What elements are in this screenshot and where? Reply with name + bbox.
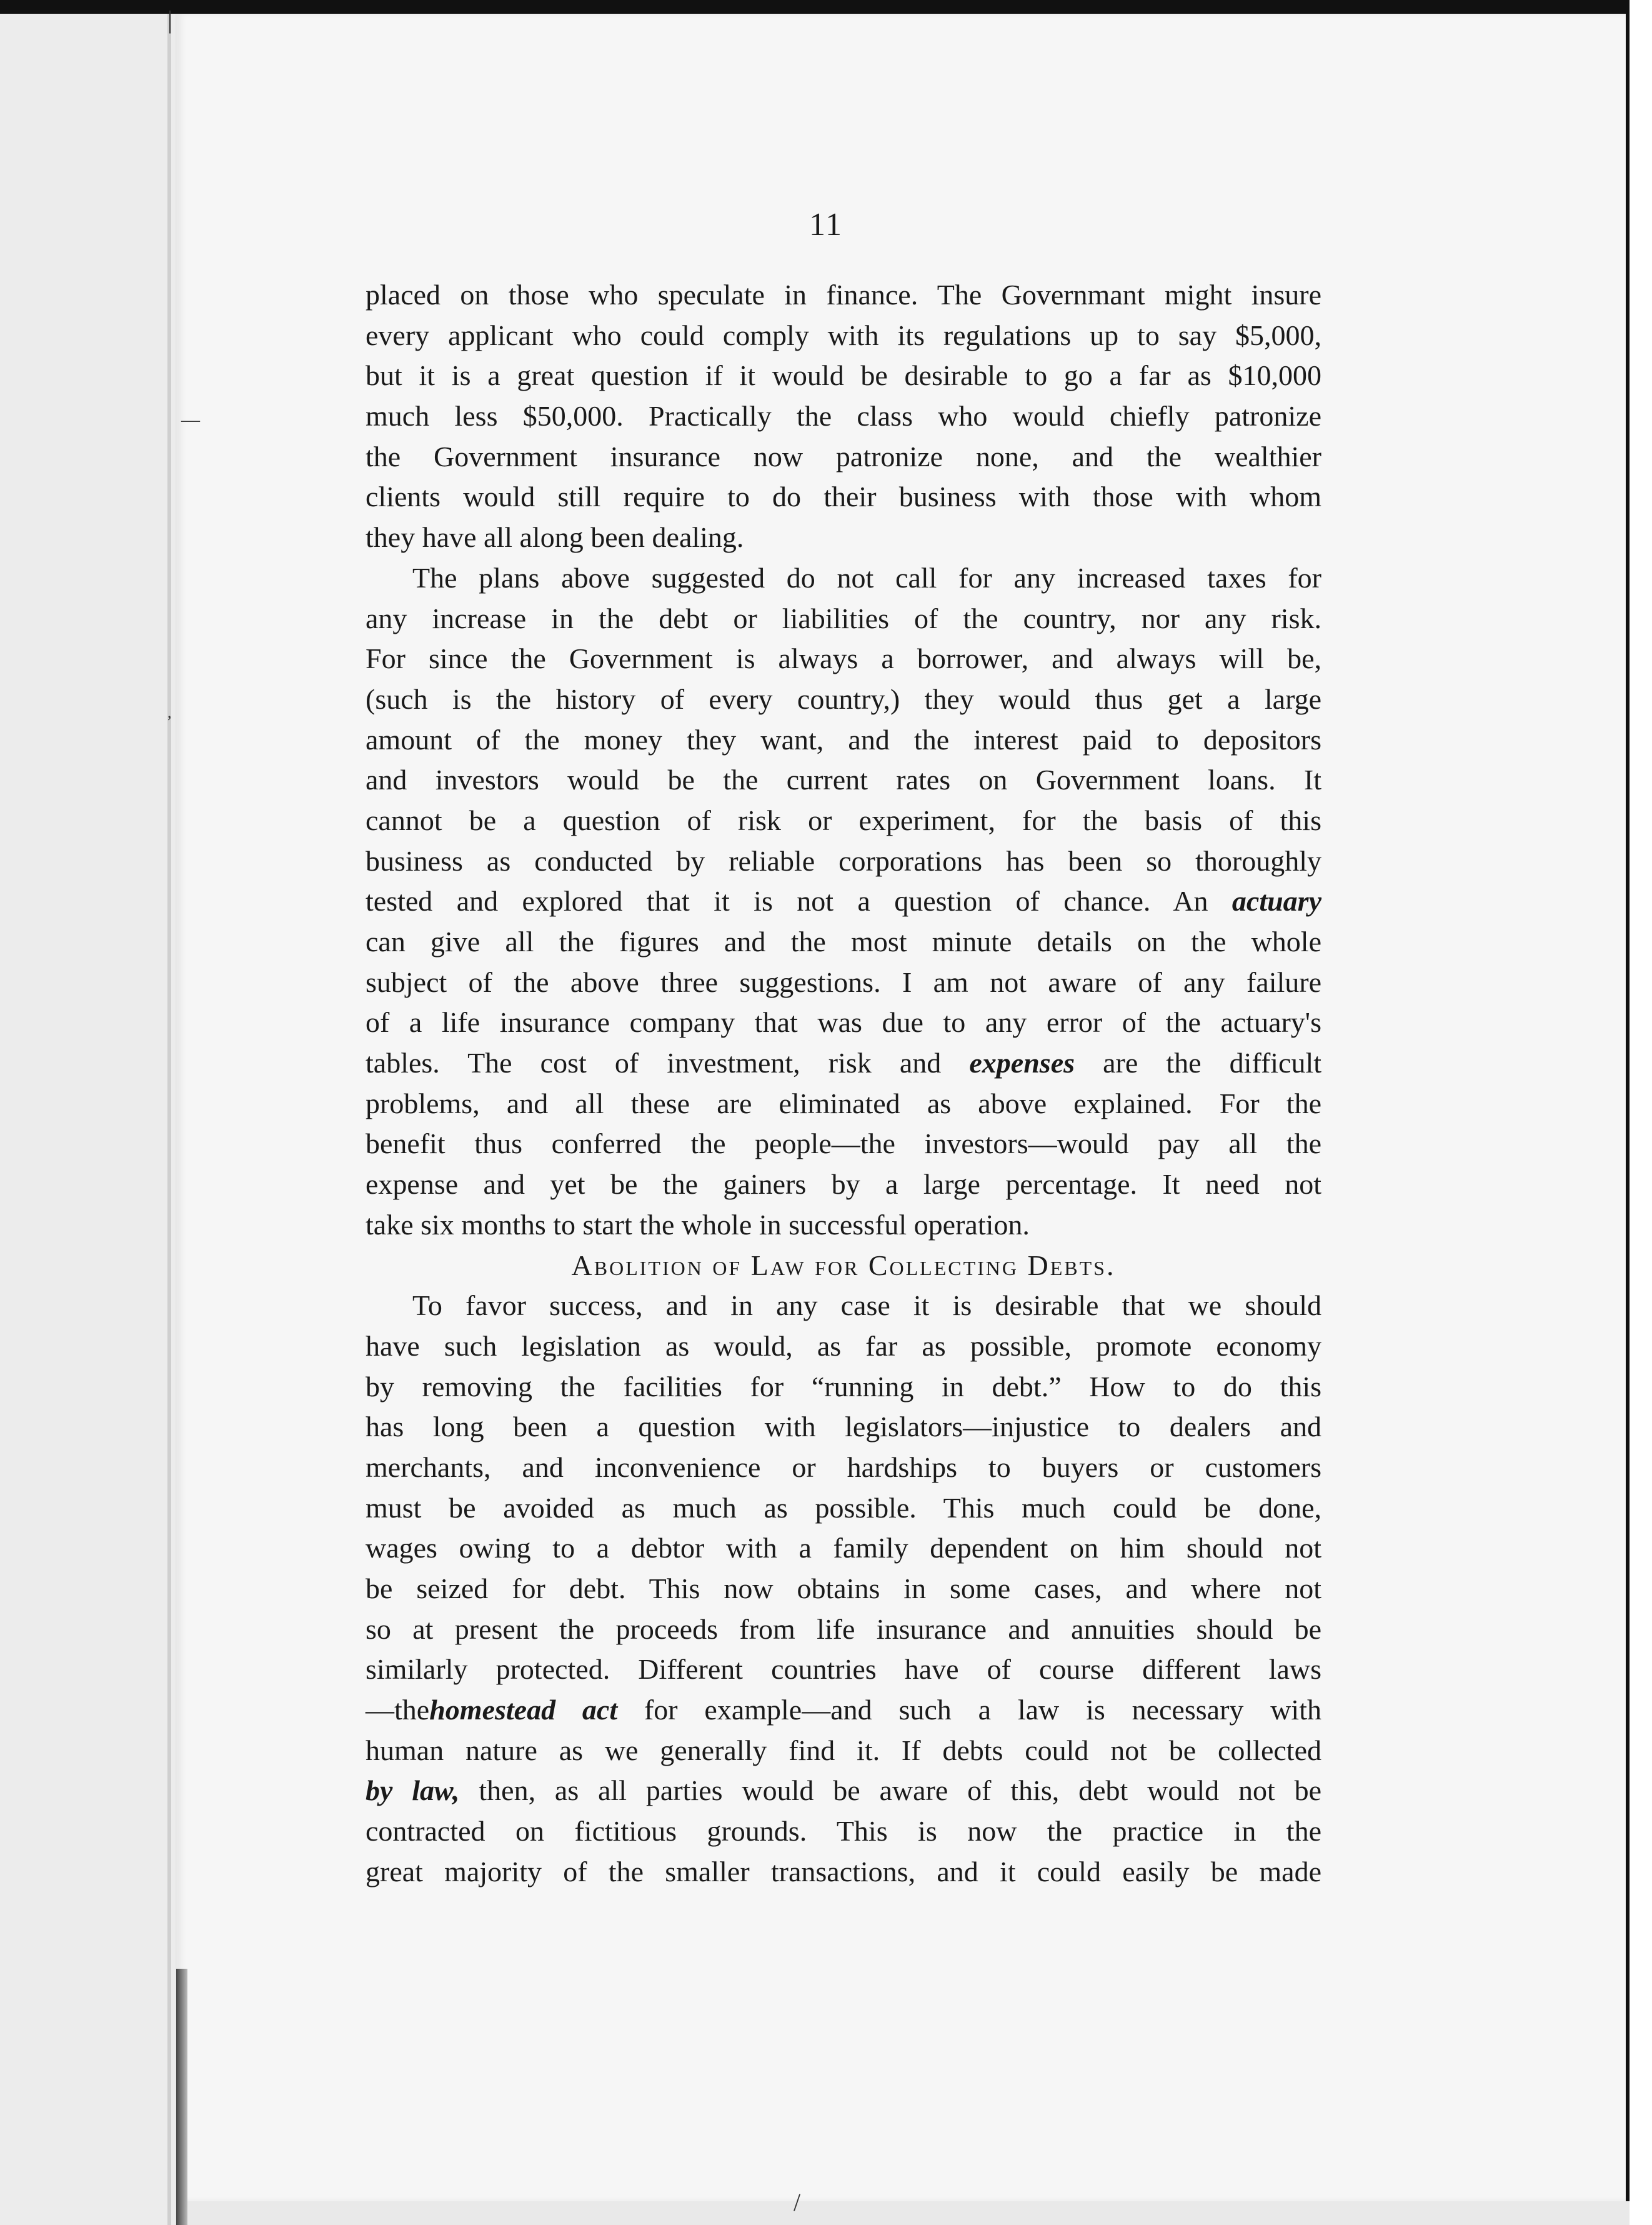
text-line [366,1043,1321,1084]
text-line: of a life insurance company that was due to any error of the actuary's [366,1006,1321,1039]
text-line: must be avoided as much as possible. This much could be done, [366,1491,1321,1524]
scan-right-margin [1630,0,1652,2225]
text-line [366,881,1321,922]
line-segment: —the [366,1694,430,1726]
text-line: be seized for debt. This now obtains in some cases, and where not [366,1572,1321,1604]
body-text [366,275,1321,1892]
text-line: they have all along been dealing. [366,521,744,554]
paragraph-1 [366,275,1321,558]
line-segment: for example—and such a law is necessary with [644,1694,1321,1726]
text-line: To favor success, and in any case it is desirable that we should [412,1289,1321,1322]
text-line: but it is a great question if it would be desirable to go a far as $10,000 [366,359,1321,392]
text-line: human nature as we generally find it. If debts could not be collected [366,1734,1321,1766]
text-line: merchants, and inconvenience or hardships to buyers or customers [366,1451,1321,1483]
text-line: business as conducted by reliable corporations has been so thoroughly [366,844,1321,877]
text-line: the Government insurance now patronize none, and the wealthier [366,440,1321,472]
text-line: similarly protected. Different countries have of course different laws [366,1653,1321,1686]
italic-term: homestead act [429,1694,618,1726]
paragraph-2 [366,558,1321,1246]
text-line: has long been a question with legislators—injustice to dealers and [366,1411,1321,1443]
scan-top-border [0,0,1652,14]
text-line: wages owing to a debtor with a family dependent on him should not [366,1532,1321,1564]
margin-speck: , [167,703,172,721]
line-segment: are the difficult [1103,1047,1322,1079]
text-line: great majority of the smaller transactions, and it could easily be made [366,1855,1321,1888]
text-line: placed on those who speculate in finance. The Governmant might insure [366,279,1321,311]
bottom-speck: / [794,2188,801,2216]
text-line: and investors would be the current rates on Government loans. It [366,764,1321,796]
text-line: For since the Government is always a borrower, and always will be, [366,642,1321,675]
text-line: any increase in the debt or liabilities of the country, nor any risk. [366,602,1321,634]
italic-term: expenses [969,1047,1075,1079]
text-line [366,1690,1321,1731]
text-line: can give all the figures and the most minute details on the whole [366,926,1321,958]
line-segment: tested and explored that it is not a question of chance. An [366,885,1208,918]
margin-dash-mark: — [181,409,200,430]
text-line: take six months to start the whole in successful operation. [366,1208,1030,1241]
text-line: every applicant who could comply with its regulations up to say $5,000, [366,319,1321,351]
text-line: subject of the above three suggestions. I am not aware of any failure [366,966,1321,998]
text-line: much less $50,000. Practically the class who would chiefly patronize [366,400,1321,432]
text-line: problems, and all these are eliminated as above explained. For the [366,1087,1321,1119]
text-line [366,1771,1321,1811]
page-number: 11 [809,207,843,242]
italic-term: by law, [366,1774,460,1807]
text-line: amount of the money they want, and the interest paid to depositors [366,723,1321,756]
gutter-fold-line [167,14,171,2225]
italic-term: actuary [1232,885,1322,918]
text-line: cannot be a question of risk or experiment, for the basis of this [366,804,1321,836]
text-line: The plans above suggested do not call for any increased taxes for [412,561,1321,594]
text-line: so at present the proceeds from life insurance and annuities should be [366,1612,1321,1645]
line-segment: then, as all parties would be aware of this, debt would not be [479,1774,1322,1807]
page-edge-shadow [176,1969,187,2225]
text-line: contracted on fictitious grounds. This is now the practice in the [366,1815,1321,1848]
text-line: by removing the facilities for “running in debt.” How to do this [366,1370,1321,1402]
section-heading: Abolition of Law for Collecting Debts. [571,1249,1116,1281]
text-line: clients would still require to do their business with those with whom [366,481,1321,513]
text-line: expense and yet be the gainers by a large percentage. It need not [366,1168,1321,1201]
line-segment: tables. The cost of investment, risk and [366,1047,942,1079]
text-line: have such legislation as would, as far as possible, promote economy [366,1329,1321,1362]
scan-gutter [0,14,175,2225]
paragraph-3 [366,1286,1321,1892]
scan-speck: | [167,6,173,34]
text-line: benefit thus conferred the people—the investors—would pay all the [366,1128,1321,1160]
text-line: (such is the history of every country,) they would thus get a large [366,682,1321,715]
